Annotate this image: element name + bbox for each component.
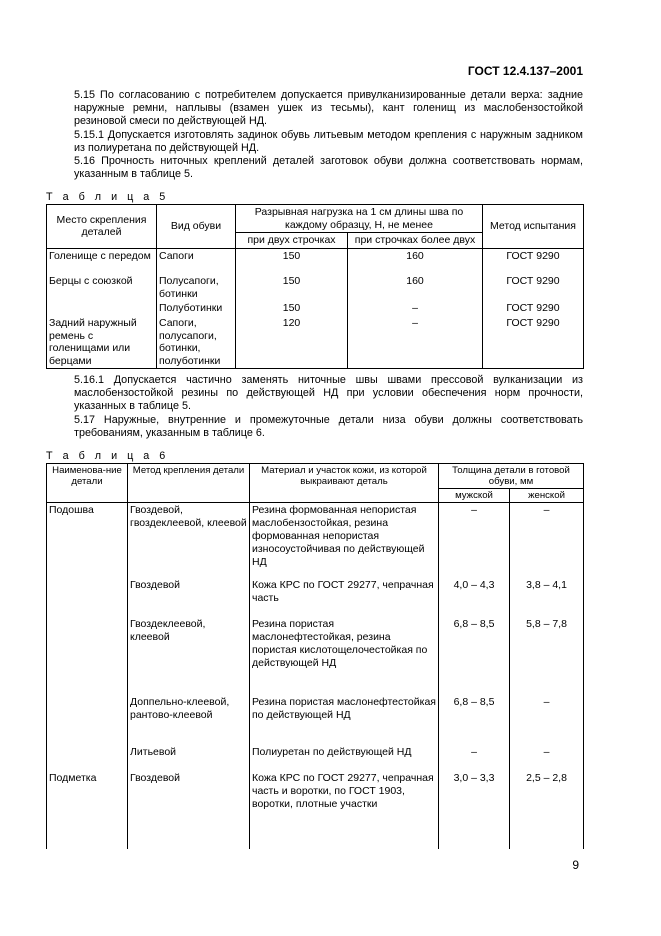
doc-code: ГОСТ 12.4.137–2001 [467, 64, 583, 78]
cell: 150 [236, 301, 348, 316]
t6-header-method: Метод крепления детали [128, 464, 250, 503]
table5-caption: Т а б л и ц а 5 [46, 191, 169, 203]
cell: Подошва [47, 503, 128, 578]
cell: 6,8 – 8,5 [439, 695, 510, 745]
t6-header-female: женской [510, 489, 584, 503]
table-row [47, 274, 584, 301]
cell: Берцы с союзкой [47, 274, 157, 301]
paragraphs-middle [46, 374, 583, 440]
t6-header-name: Наименова-ние детали [47, 464, 128, 503]
cell: Полуботинки [157, 301, 236, 316]
cell: 6,8 – 8,5 [439, 617, 510, 695]
t5-header-place: Место скрепления деталей [47, 205, 157, 249]
cell: 160 [348, 274, 483, 301]
cell: 3,0 – 3,3 [439, 771, 510, 849]
cell: 160 [348, 248, 483, 274]
table-row [47, 503, 584, 578]
cell: 150 [236, 274, 348, 301]
cell: 4,0 – 4,3 [439, 578, 510, 617]
t6-header-thickness: Толщина детали в готовой обуви, мм [439, 464, 584, 489]
table-row [47, 695, 584, 745]
cell: Кожа КРС по ГОСТ 29277, чепрачная часть и воротки, по ГОСТ 1903, воротки, плотные участки [250, 771, 439, 849]
cell: – [348, 301, 483, 316]
t5-header-load: Разрывная нагрузка на 1 см длины шва по каждому образцу, Н, не менее [236, 205, 483, 233]
table-row [47, 301, 584, 316]
cell: Доппельно-клеевой, рантово-клеевой [128, 695, 250, 745]
cell: ГОСТ 9290 [483, 274, 584, 301]
cell [47, 617, 128, 695]
cell [47, 695, 128, 745]
cell: 2,5 – 2,8 [510, 771, 584, 849]
table-row [47, 248, 584, 274]
paragraph: 5.16 Прочность ниточных креплений деталей заготовок обуви должна соответствовать нормам, указанным в таблице 5. [74, 155, 583, 181]
t6-header-material: Материал и участок кожи, из которой выкраивают деталь [250, 464, 439, 503]
cell: Сапоги, полусапоги, ботинки, полуботинки [157, 316, 236, 369]
paragraph: 5.15 По согласованию с потребителем допускается привулканизированные детали верха: задние наружные ремни, наплывы (взамен ушек из тесьмы), кант голенищ из маслобензостойкой резиновой смеси по действующей НД. [74, 89, 583, 128]
cell: Кожа КРС по ГОСТ 29277, чепрачная часть [250, 578, 439, 617]
t5-header-method: Метод испытания [483, 205, 584, 249]
cell: Резина пористая маслонефтестойкая по действующей НД [250, 695, 439, 745]
cell: Полусапоги, ботинки [157, 274, 236, 301]
table-row [47, 617, 584, 695]
paragraph: 5.16.1 Допускается частично заменять ниточные швы швами прессовой вулканизации из маслобензостойкой резины по действующей НД при условии обеспечения норм прочности, указанных в таблице 5. [74, 374, 583, 413]
cell: ГОСТ 9290 [483, 301, 584, 316]
cell: 150 [236, 248, 348, 274]
cell: Полиуретан по действующей НД [250, 745, 439, 771]
cell: Гвоздеклеевой, клеевой [128, 617, 250, 695]
cell: Гвоздевой [128, 578, 250, 617]
cell: – [439, 503, 510, 578]
cell [47, 578, 128, 617]
cell: Литьевой [128, 745, 250, 771]
cell: ГОСТ 9290 [483, 248, 584, 274]
table-row [47, 316, 584, 369]
cell: – [439, 745, 510, 771]
t5-header-type: Вид обуви [157, 205, 236, 249]
paragraph: 5.15.1 Допускается изготовлять задинок обувь литьевым методом крепления с наружным задником из полиуретана по действующей НД. [74, 128, 583, 154]
cell: 5,8 – 7,8 [510, 617, 584, 695]
cell: Сапоги [157, 248, 236, 274]
cell: – [510, 745, 584, 771]
cell: Резина пористая маслонефтестойкая, резина пористая кислотощелочестойкая по действующей НД [250, 617, 439, 695]
table5 [46, 204, 584, 369]
t6-header-male: мужской [439, 489, 510, 503]
cell: – [510, 695, 584, 745]
cell: ГОСТ 9290 [483, 316, 584, 369]
cell: – [510, 503, 584, 578]
paragraphs-top [46, 89, 583, 181]
table6 [46, 463, 584, 849]
t5-header-more: при строчках более двух [348, 233, 483, 249]
cell: Резина формованная непористая маслобензостойкая, резина формованная непористая износоустойчивая по действующей НД [250, 503, 439, 578]
cell [47, 745, 128, 771]
table-row [47, 578, 584, 617]
cell: 3,8 – 4,1 [510, 578, 584, 617]
t5-header-two: при двух строчках [236, 233, 348, 249]
cell: Гвоздевой, гвоздеклеевой, клеевой [128, 503, 250, 578]
cell [47, 301, 157, 316]
table-row [47, 771, 584, 849]
table-row [47, 745, 584, 771]
cell: Гвоздевой [128, 771, 250, 849]
paragraph: 5.17 Наружные, внутренние и промежуточные детали низа обуви должны соответствовать требованиям, указанным в таблице 6. [74, 413, 583, 439]
cell: Голенище с передом [47, 248, 157, 274]
cell: Задний наружный ремень с голенищами или берцами [47, 316, 157, 369]
table6-caption: Т а б л и ц а 6 [46, 450, 169, 462]
cell: 120 [236, 316, 348, 369]
cell: – [348, 316, 483, 369]
page-number: 9 [572, 858, 579, 872]
cell: Подметка [47, 771, 128, 849]
